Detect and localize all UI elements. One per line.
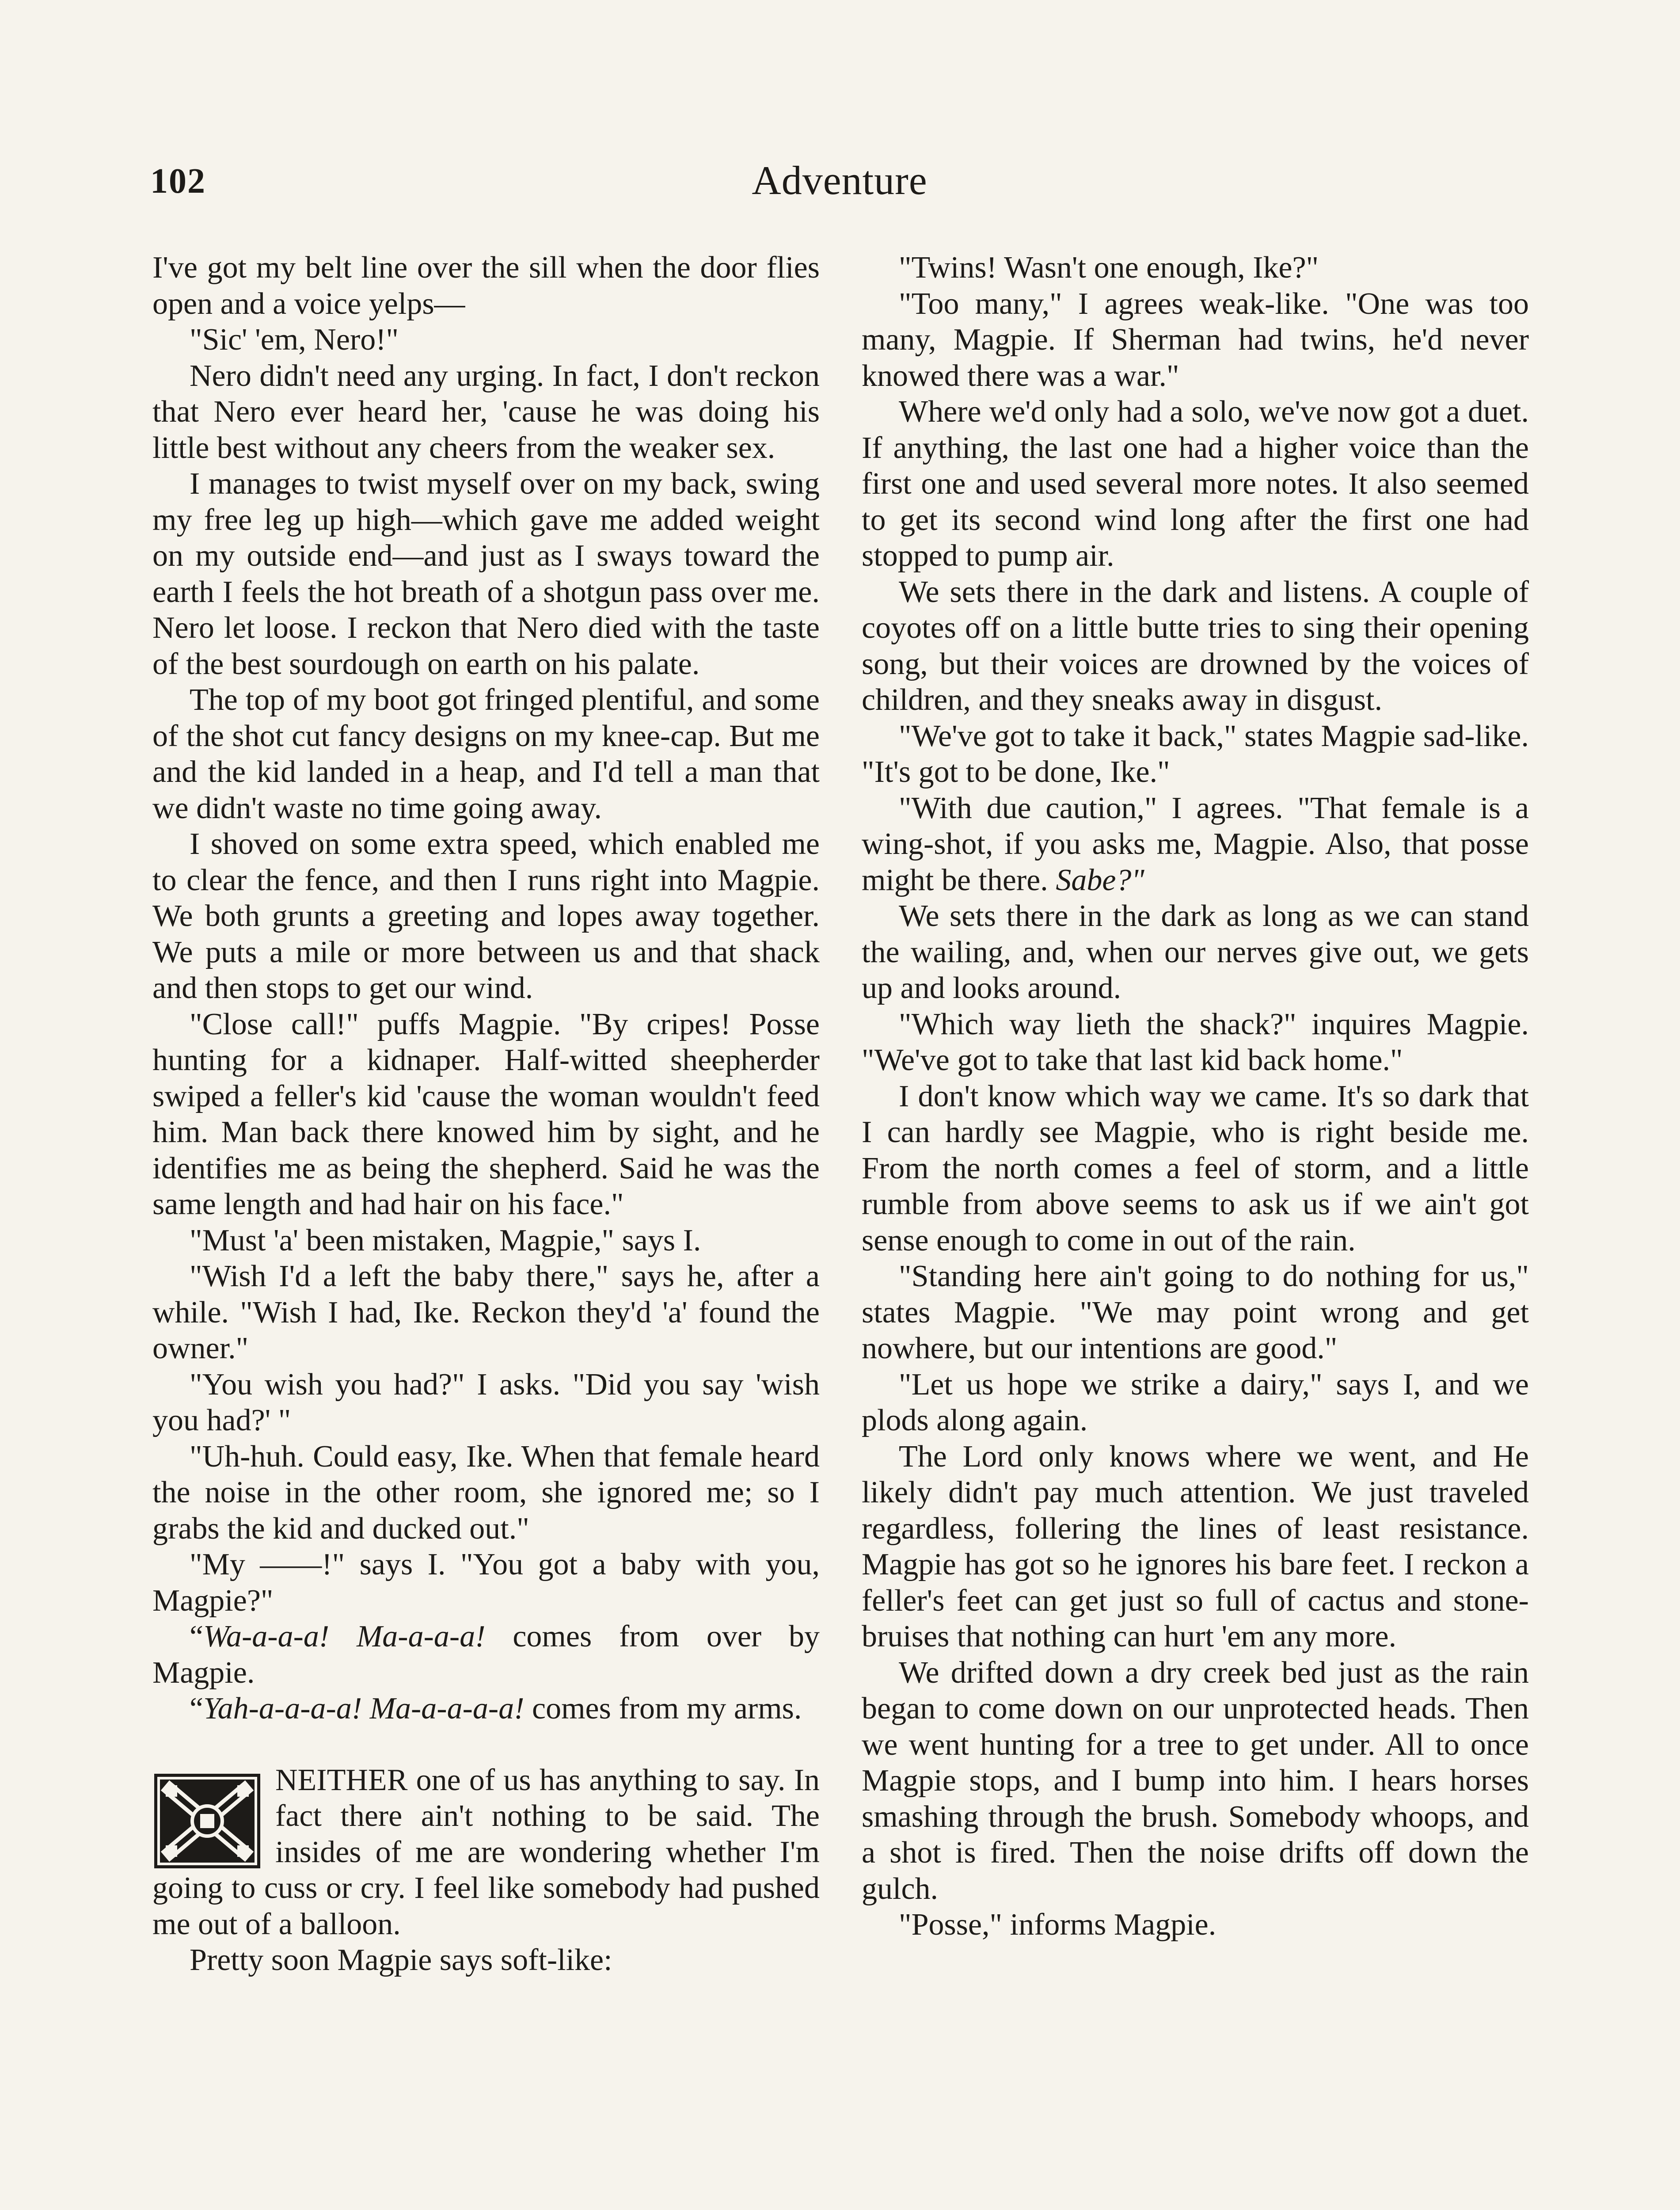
paragraph-caution [862,790,1529,899]
paragraph: The Lord only knows where we went, and He likely didn't pay much attention. We just traveled regardless, follering the lines of least resistance. Magpie has got so he ignores his bare feet. I reckon a feller's feet can get just so full of cactus and stone-bruises that nothing can hurt 'em any more. [862,1439,1529,1654]
paragraph: "Too many," I agrees weak-like. "One was too many, Magpie. If Sherman had twins, he'd never knowed there was a war." [862,286,1529,393]
paragraph: We sets there in the dark as long as we can stand the wailing, and, when our nerves give out, we gets up and looks around. [862,899,1529,1005]
wail-rest: comes from over by Magpie. [152,1619,820,1690]
paragraph: I shoved on some extra speed, which enabled me to clear the fence, and then I runs right into Magpie. We both grunts a greeting and lopes away together. We puts a mile or more between us and that shack and then stops to get our wind. [152,827,820,1005]
paragraph: "Which way lieth the shack?" inquires Magpie. "We've got to take that last kid back home." [862,1007,1529,1077]
paragraph-wail-1: “Wa-a-a-a! Ma-a-a-a! comes from over by Magpie. [152,1619,820,1690]
section-break-paragraph [152,1762,820,1943]
right-column [862,250,1529,1943]
paragraph: "Twins! Wasn't one enough, Ike?" [899,251,1319,285]
paragraph: The top of my boot got fringed plentiful, and some of the shot cut fancy designs on my knee-cap. But me and the kid landed in a heap, and I'd tell a man that we didn't waste no time going away. [152,683,820,825]
paragraph: I've got my belt line over the sill when the door flies open and a voice yelps— [152,251,820,321]
page-header [150,157,1529,219]
wail-rest: comes from my arms. [524,1692,802,1726]
ornamental-dropcap-icon [152,1772,262,1870]
paragraph: We drifted down a dry creek bed just as the rain began to come down on our unprotected heads. Then we went hunting for a tree to get under. All to once Magpie stops, and I bump into him. I hears horses smashing through the brush. Somebody whoops, and a shot is fired. Then the noise drifts off down the gulch. [862,1655,1529,1906]
caution-text: "With due caution," I agrees. "That female is a wing-shot, if you asks me, Magpie. Also, that posse might be there. [862,791,1529,897]
paragraph: "You wish you had?" I asks. "Did you say 'wish you had?' " [152,1367,820,1437]
page-number: 102 [150,162,206,201]
section-text: one of us has anything to say. In fact there ain't nothing to be said. The insides of me are wondering whether I'm going to cuss or cry. I feel like somebody had pushed me out of a balloon. [152,1763,820,1941]
wail-italic: Yah-a-a-a-a! Ma-a-a-a-a! [203,1692,525,1726]
first-word: NEITHER [275,1763,408,1797]
paragraph: "My ——!" says I. "You got a baby with you, Magpie?" [152,1547,820,1618]
paragraph: We sets there in the dark and listens. A couple of coyotes off on a little butte tries to sing their opening song, but their voices are drowned by the voices of children, and they sneaks away in disgust. [862,575,1529,717]
paragraph: "Must 'a' been mistaken, Magpie," says I. [190,1223,701,1257]
left-column [152,250,820,1978]
paragraph: Where we'd only had a solo, we've now got a duet. If anything, the last one had a higher voice than the first one and used several more notes. It also seemed to get its second wind long after the first one had stopped to pump air. [862,395,1529,573]
svg-text:N: N [207,1826,208,1827]
paragraph-wail-2: “Yah-a-a-a-a! Ma-a-a-a-a! comes from my arms. [190,1692,802,1726]
paragraph: "Posse," informs Magpie. [899,1908,1216,1942]
paragraph: "Uh-huh. Could easy, Ike. When that female heard the noise in the other room, she ignored me; so I grabs the kid and ducked out." [152,1439,820,1546]
paragraph: I don't know which way we came. It's so dark that I can hardly see Magpie, who is right beside me. From the north comes a feel of storm, and a little rumble from above seems to ask us if we ain't got sense enough to come in out of the rain. [862,1079,1529,1257]
paragraph: "Let us hope we strike a dairy," says I, and we plods along again. [862,1367,1529,1437]
paragraph: I manages to twist myself over on my back, swing my free leg up high—which gave me added weight on my outside end—and just as I sways toward the earth I feels the hot breath of a shotgun pass over me. Nero let loose. I reckon that Nero died with the taste of the best sourdough on earth on his palate. [152,467,820,681]
paragraph: "Sic' 'em, Nero!" [190,323,399,357]
caution-italic: Sabe?" [1056,863,1144,897]
wail-italic: Wa-a-a-a! Ma-a-a-a! [203,1619,486,1654]
paragraph: "We've got to take it back," states Magpie sad-like. "It's got to be done, Ike." [862,719,1529,789]
paragraph: Nero didn't need any urging. In fact, I don't reckon that Nero ever heard her, 'cause he was doing his little best without any cheers from the weaker sex. [152,358,820,465]
paragraph: "Standing here ain't going to do nothing for us," states Magpie. "We may point wrong and get nowhere, but our intentions are good." [862,1259,1529,1365]
paragraph: "Close call!" puffs Magpie. "By cripes! Posse hunting for a kidnaper. Half-witted sheepherder swiped a feller's kid 'cause the woman wouldn't feed him. Man back there knowed him by sight, and he identifies me as being the shepherd. Said he was the same length and had hair on his face." [152,1007,820,1221]
paragraph: "Wish I'd a left the baby there," says he, after a while. "Wish I had, Ike. Reckon they'd 'a' found the owner." [152,1259,820,1365]
magazine-title: Adventure [752,158,927,203]
paragraph: Pretty soon Magpie says soft-like: [190,1943,612,1977]
